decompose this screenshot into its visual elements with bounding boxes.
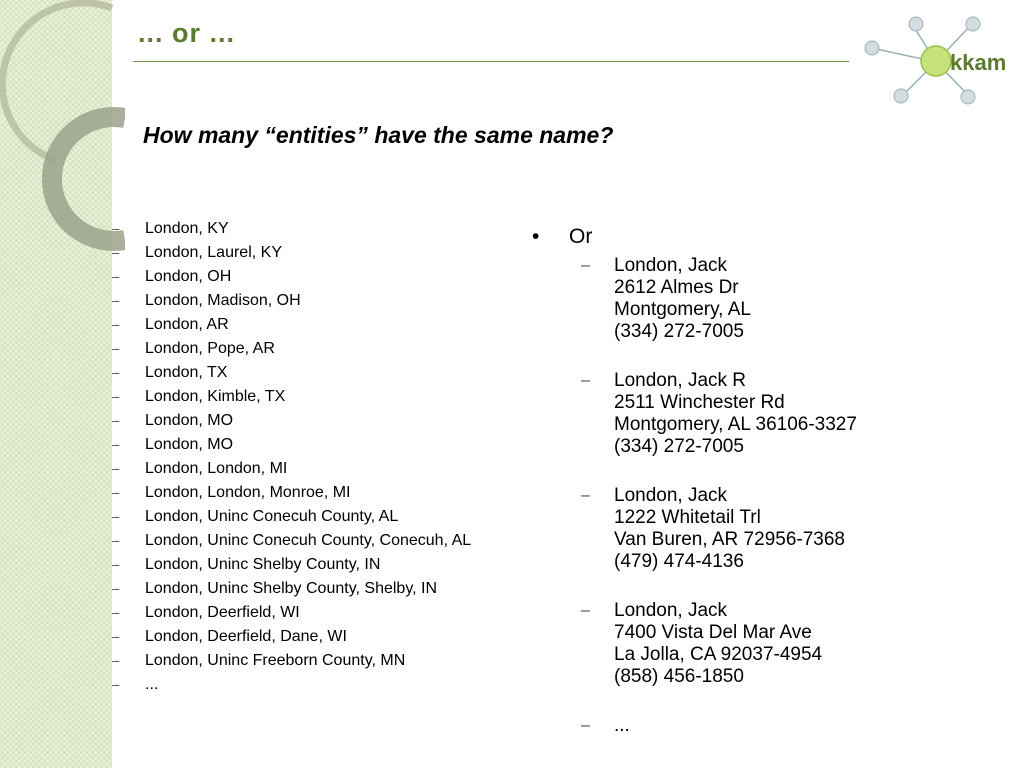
list-item [112, 675, 492, 694]
list-item [112, 651, 492, 670]
list-item-text: London, Uninc Freeborn County, MN [145, 652, 406, 669]
list-item-text: London, London, MI [145, 460, 288, 477]
list-item [112, 435, 492, 454]
dash-bullet: – [112, 629, 120, 644]
dash-bullet: – [112, 653, 120, 668]
person-phone: (858) 456-1850 [614, 666, 744, 687]
list-item [112, 627, 492, 646]
dash-bullet: – [112, 461, 120, 476]
dash-bullet: – [112, 317, 120, 332]
list-item-text: London, Pope, AR [145, 340, 275, 357]
list-item-text: London, Uninc Conecuh County, AL [145, 508, 399, 525]
dash-bullet: – [112, 557, 120, 572]
person-entry [530, 600, 990, 688]
dash-bullet: – [112, 413, 120, 428]
list-item-text: London, Uninc Conecuh County, Conecuh, AL [145, 532, 472, 549]
list-item-text: London, Uninc Shelby County, IN [145, 556, 381, 573]
list-item [112, 363, 492, 382]
person-name: London, Jack R [614, 370, 747, 391]
list-item-text: London, Deerfield, Dane, WI [145, 628, 347, 645]
list-item [112, 507, 492, 526]
person-entry [530, 715, 990, 737]
dash-bullet: – [112, 605, 120, 620]
person-street: 7400 Vista Del Mar Ave [614, 622, 812, 643]
dash-bullet: – [581, 487, 590, 504]
or-bullet-text: Or [569, 225, 593, 248]
list-item [112, 243, 492, 262]
person-phone: (479) 474-4136 [614, 551, 744, 572]
person-phone: (334) 272-7005 [614, 436, 744, 457]
person-city: Montgomery, AL [614, 299, 751, 320]
dash-bullet: – [112, 437, 120, 452]
list-item-text: London, Kimble, TX [145, 388, 286, 405]
list-item [112, 315, 492, 334]
slide-question: How many “entities” have the same name? [143, 122, 614, 148]
list-item-text: London, MO [145, 412, 234, 429]
slide-title: ... or ... [138, 18, 236, 48]
dash-bullet: – [581, 257, 590, 274]
dash-bullet: – [581, 602, 590, 619]
person-entry [530, 485, 990, 573]
dash-bullet: – [112, 341, 120, 356]
dash-bullet: – [112, 677, 120, 692]
left-location-list [112, 219, 492, 699]
list-item [112, 555, 492, 574]
list-item-text: London, Deerfield, WI [145, 604, 300, 621]
list-item-text: London, Madison, OH [145, 292, 301, 309]
list-item [112, 603, 492, 622]
list-item [112, 339, 492, 358]
list-item [112, 411, 492, 430]
list-item [112, 483, 492, 502]
entry-ellipsis: ... [614, 715, 630, 736]
dash-bullet: – [581, 717, 590, 734]
title-divider [133, 61, 849, 62]
dash-bullet: – [112, 533, 120, 548]
person-name: London, Jack [614, 600, 728, 621]
person-street: 2511 Winchester Rd [614, 392, 785, 413]
okkam-logo [860, 12, 1020, 107]
dash-bullet: – [112, 509, 120, 524]
dash-bullet: – [112, 245, 120, 260]
dash-bullet: – [112, 221, 120, 236]
person-entry [530, 370, 990, 458]
person-city: Van Buren, AR 72956-7368 [614, 529, 845, 550]
person-name: London, Jack [614, 255, 728, 276]
bullet-dot: • [532, 225, 540, 248]
dash-bullet: – [581, 372, 590, 389]
list-item-text: London, London, Monroe, MI [145, 484, 351, 501]
list-item [112, 387, 492, 406]
list-item-text: London, MO [145, 436, 234, 453]
list-item-text: London, Laurel, KY [145, 244, 282, 261]
person-entry [530, 255, 990, 343]
logo-wordmark: kkam [950, 50, 1007, 75]
list-item [112, 459, 492, 478]
dash-bullet: – [112, 389, 120, 404]
person-city: La Jolla, CA 92037-4954 [614, 644, 823, 665]
list-item [112, 267, 492, 286]
list-item-text: London, OH [145, 268, 232, 285]
dash-bullet: – [112, 293, 120, 308]
list-item-text: ... [145, 676, 159, 693]
decorative-circles [0, 0, 125, 260]
list-item-text: London, AR [145, 316, 229, 333]
person-phone: (334) 272-7005 [614, 321, 744, 342]
list-item-text: London, TX [145, 364, 228, 381]
list-item [112, 291, 492, 310]
person-city: Montgomery, AL 36106-3327 [614, 414, 857, 435]
person-name: London, Jack [614, 485, 728, 506]
person-entry-list [530, 255, 990, 764]
list-item [112, 531, 492, 550]
list-item [112, 219, 492, 238]
dash-bullet: – [112, 269, 120, 284]
dash-bullet: – [112, 485, 120, 500]
dash-bullet: – [112, 581, 120, 596]
person-street: 2612 Almes Dr [614, 277, 739, 298]
person-street: 1222 Whitetail Trl [614, 507, 761, 528]
list-item-text: London, KY [145, 220, 229, 237]
list-item [112, 579, 492, 598]
list-item-text: London, Uninc Shelby County, Shelby, IN [145, 580, 438, 597]
dash-bullet: – [112, 365, 120, 380]
